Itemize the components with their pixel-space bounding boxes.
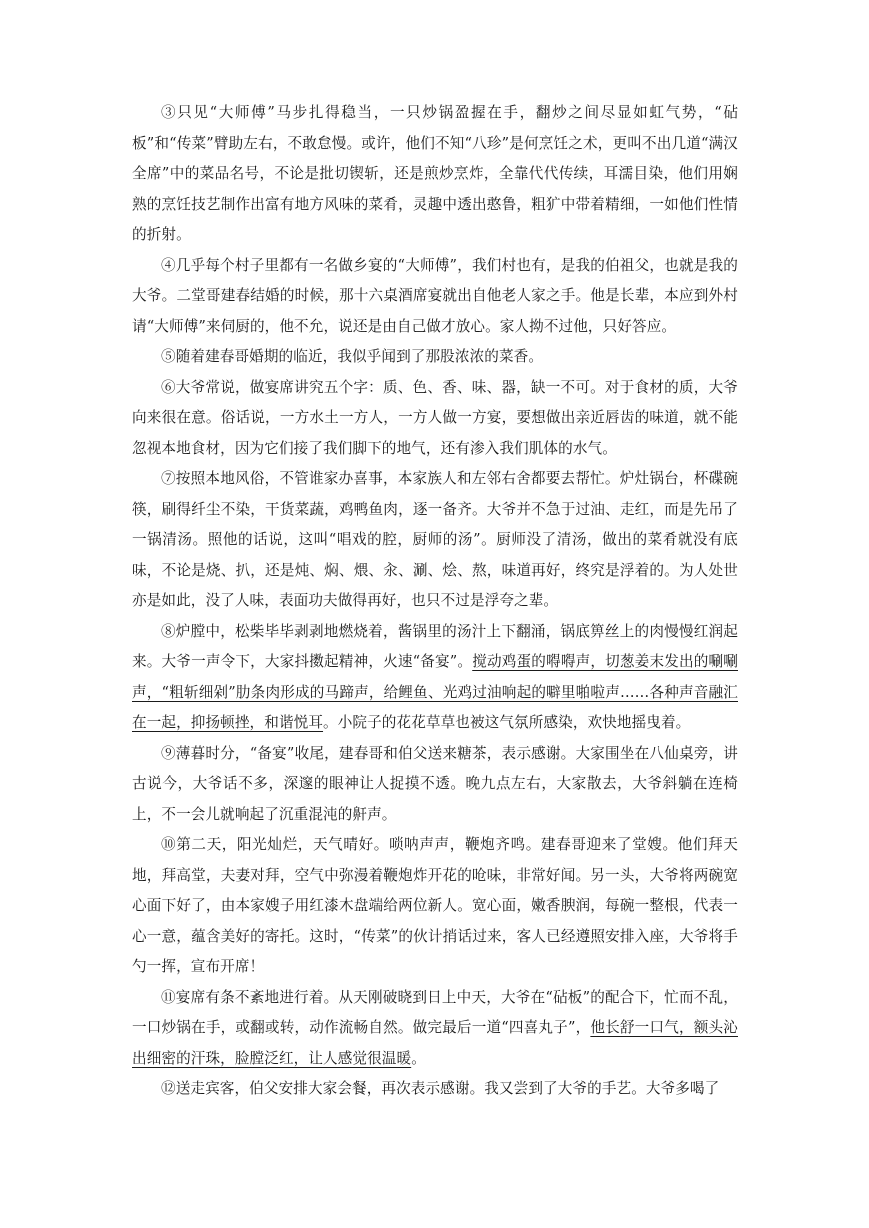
document-body (132, 98, 738, 1105)
paragraph-8-text: ⑧炉膛中，松柴毕毕剥剥地燃烧着，酱锅里的汤汁上下翻涌，锅底箅丝上的肉慢慢红润起来。大爷一声令下，大家抖擞起精神，火速“备宴”。 (132, 622, 738, 670)
paragraph-7-text: ⑦按照本地风俗，不管谁家办喜事，本家族人和左邻右舍都要去帮忙。炉灶锅台，杯碟碗筷，刷得纤尘不染，干货菜蔬，鸡鸭鱼肉，逐一备齐。大爷并不急于过油、走红，而是先吊了一锅清汤。照他的话说，这叫“唱戏的腔，厨师的汤”。厨师没了清汤，做出的菜肴就没有底味，不论是烧、扒，还是炖、焖、煨、汆、涮、烩、熬，味道再好，终究是浮着的。为人处世亦是如此，没了人味，表面功夫做得再好，也只不过是浮夸之辈。 (132, 470, 738, 609)
paragraph-8-text-end: 。小院子的花花草草也被这气氛所感染，欢快地摇曳着。 (323, 714, 691, 731)
paragraph-12 (132, 1074, 738, 1105)
paragraph-6-text: ⑥大爷常说，做宴席讲究五个字：质、色、香、味、器，缺一不可。对于食材的质，大爷向来很在意。俗话说，一方水土一方人，一方人做一方宴，要想做出亲近唇齿的味道，就不能忽视本地食材，因为它们接了我们脚下的地气，还有渗入我们肌体的水气。 (132, 378, 738, 457)
paragraph-10-text: ⑩第二天，阳光灿烂，天气晴好。唢呐声声，鞭炮齐鸣。建春哥迎来了堂嫂。他们拜天地，拜高堂，夫妻对拜，空气中弥漫着鞭炮炸开花的呛味，非常好闻。另一头，大爷将两碗宽心面下好了，由本家嫂子用红漆木盘端给两位新人。宽心面，嫩香腴润，每碗一整根，代表一心一意，蕴含美好的寄托。这时，“传菜”的伙计捎话过来，客人已经遵照安排入座，大爷将手勺一挥，宣布开席！ (132, 836, 738, 975)
paragraph-4 (132, 251, 738, 343)
paragraph-11-text: ⑪宴席有条不紊地进行着。从天刚破晓到日上中天，大爷在“砧板”的配合下，忙而不乱，一口炒锅在手，或翻或转，动作流畅自然。做完最后一道“四喜丸子”， (132, 988, 738, 1036)
paragraph-3-text: ③只见“大师傅”马步扎得稳当，一只炒锅盈握在手，翻炒之间尽显如虹气势，“砧板”和“传菜”臂助左右，不敢怠慢。或许，他们不知“八珍”是何烹饪之术，更叫不出几道“满汉全席”中的菜品名号，不论是批切锲斩，还是煎炒烹炸，全靠代代传续，耳濡目染，他们用娴熟的烹饪技艺制作出富有地方风味的菜肴，灵趣中透出憨鲁，粗犷中带着精细，一如他们性情的折射。 (132, 104, 738, 243)
paragraph-11-text-end: 。 (411, 1049, 426, 1067)
paragraph-10 (132, 830, 738, 983)
paragraph-8-underlined-text: 搅动鸡蛋的嘚嘚声，切葱姜末发出的唰唰声，“粗斩细剁”肋条肉形成的马蹄声，给鲤鱼、光鸡过油响起的噼里啪啦声……各种声音融汇在一起，抑扬顿挫，和谐悦耳 (132, 653, 738, 731)
paragraph-8 (132, 617, 738, 739)
paragraph-9-text: ⑨薄暮时分，“备宴”收尾，建春哥和伯父送来糖茶，表示感谢。大家围坐在八仙桌旁，讲古说今，大爷话不多，深邃的眼神让人捉摸不透。晚九点左右，大家散去，大爷斜躺在连椅上，不一会儿就响起了沉重混沌的鼾声。 (132, 744, 738, 823)
paragraph-4-text: ④几乎每个村子里都有一名做乡宴的“大师傅”，我们村也有，是我的伯祖父，也就是我的大爷。二堂哥建春结婚的时候，那十六桌酒席宴就出自他老人家之手。他是长辈，本应到外村请“大师傅”来伺厨的，他不允，说还是由自己做才放心。家人拗不过他，只好答应。 (132, 256, 738, 335)
paragraph-11 (132, 983, 738, 1075)
paragraph-7 (132, 464, 738, 617)
paragraph-5-text: ⑤随着建春哥婚期的临近，我似乎闻到了那股浓浓的菜香。 (161, 348, 544, 365)
paragraph-9 (132, 739, 738, 831)
paragraph-6 (132, 373, 738, 465)
paragraph-11-underlined-text: 他长舒一口气，额头沁出细密的汗珠，脸膛泛红，让人感觉很温暖 (132, 1019, 738, 1067)
paragraph-12-text: ⑫送走宾客，伯父安排大家会餐，再次表示感谢。我又尝到了大爷的手艺。大爷多喝了 (161, 1080, 720, 1097)
paragraph-3 (132, 98, 738, 251)
paragraph-5 (132, 342, 738, 373)
